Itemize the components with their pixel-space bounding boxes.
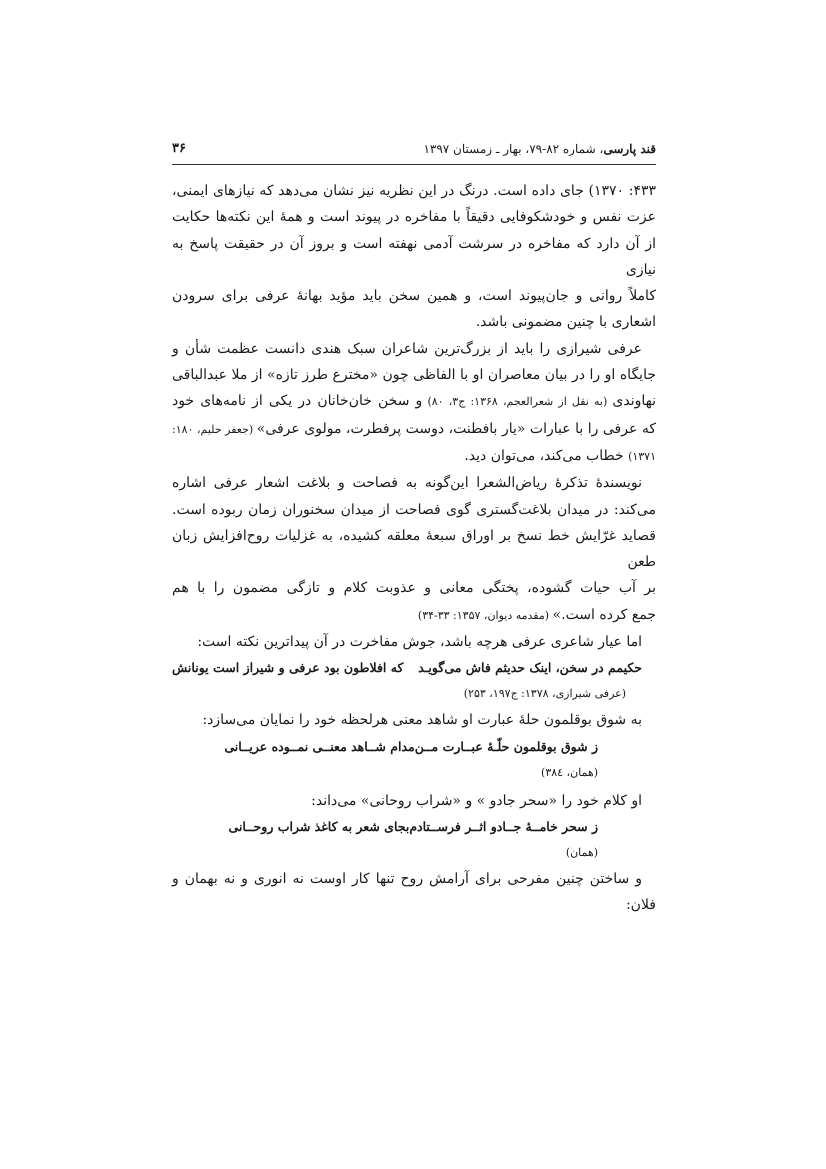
text: نهاوندی [612,393,656,410]
text: و سخن خان‌خانان در یکی از نامه‌های خود [172,393,423,410]
verse-citation-2: (همان، ۳۸٤) [541,765,598,779]
inline-citation: (به نقل از شعرالعجم، ۱۳۶۸: ج۳، ۸۰) [422,395,613,409]
text: خطاب می‌کند، می‌توان دید. [464,447,629,464]
verse-citation-3: (همان) [565,845,598,859]
paragraph-3-line-3: قصاید غرّایش خط نسخ بر اوراق سبعهٔ معلقه کشیده، به غزلیات روح‌افزایش زبان طعن [172,527,656,571]
inline-citation: ۱۳۷۱) [628,449,656,463]
paragraph-3-line-5 [172,602,656,629]
inline-citation: (جعفر حلیم، ۱۸۰: [172,422,257,436]
verse-couplet-2 [172,734,656,760]
text: که عرفی را با عبارات «یار بافطنت، دوست پرفطرت، مولوی عرفی» [256,420,656,437]
verse-intro-1: اما عیار شاعری عرفی هرچه باشد، جوش مفاخرت در آن پیداترین نکته است: [197,634,642,651]
closing-line-2: فلان: [625,897,656,914]
page-body [172,178,656,919]
text: جمع کرده است.» [552,606,656,623]
paragraph-2-line-2: جایگاه او را در بیان معاصران او با الفاظی چون «مخترع طرز تازه» از ملا عبدالباقی [172,367,656,384]
paragraph-3-line-4: بر آب حیات گشوده، پختگی معانی و عذوبت کلام و تازگی مضمون را با هم [172,580,656,597]
paragraph-2-line-1: عرفی شیرازی را باید از بزرگ‌ترین شاعران سبک هندی دانست عظمت شأن و [172,340,642,357]
verse-couplet-1 [172,655,656,681]
inline-citation: (مقدمه دیوان، ۱۳۵۷: ۳۳-۳۴) [417,608,553,622]
paragraph-1-line-2: عزت نفس و خودشکوفایی دقیقاً با مفاخره در پیوند است و همهٔ این نکته‌ها حکایت [172,209,656,226]
page-number: ۳۶ [172,141,186,156]
verse-hemistich-right: ز شوق بوقلمون حلّـهٔ عبــارت مــن [414,738,598,754]
verse-hemistich-left: که افلاطون بود عرفی و شیراز است یونانش [172,660,404,676]
journal-issue-details: ، شماره ۸۲-۷۹، بهار ـ زمستان ۱۳۹۷ [423,142,604,156]
paragraph-2-line-5 [172,443,656,470]
paragraph-3-line-2: می‌کند: در میدان بلاغت‌گستری گوی فصاحت از میدان سخنوران زمان ربوده است. [172,501,656,518]
paragraph-1-line-1: ۴۳۳: ۱۳۷۰) جای داده است. درنگ در این نظریه نیز نشان می‌دهد که نیازهای ایمنی، [172,183,657,199]
verse-hemistich-left: بجای شعر به کاغذ شراب روحــانی [228,818,410,834]
paragraph-1-line-4: کاملاً روانی و جان‌پیوند است، و همین سخن باید مؤید بهانهٔ عرفی برای سرودن [172,288,656,305]
verse-couplet-3 [172,814,656,840]
journal-citation [423,142,656,156]
running-header [172,138,656,165]
paragraph-2-line-4 [172,416,656,443]
verse-intro-2: به شوق بوقلمون حلهٔ عبارت او شاهد معنی هرلحظه خود را نمایان می‌سازد: [202,712,642,729]
paragraph-2-line-3 [172,388,656,415]
paragraph-1-line-3: از آن دارد که مفاخره در سرشت آدمی نهفته است و بروز آن در حقیقت پاسخ به نیازی [172,235,656,278]
paragraph-1-line-5: اشعاری با چنین مضمونی باشد. [475,314,656,331]
verse-hemistich-left: مدام شــاهد معنــی نمــوده عریــانی [224,738,415,754]
paragraph-3-line-1: نویسندهٔ تذکرهٔ ریاض‌الشعرا این‌گونه به فصاحت و بلاغت اشعار عرفی اشاره [172,475,642,492]
verse-intro-3: او کلام خود را «سحر جادو » و «شراب روحانی» می‌داند: [311,792,642,809]
verse-hemistich-right: حکیمم در سخن، اینک حدیثم فاش می‌گویـد [418,660,642,676]
journal-title: قند پارسی [603,142,656,156]
verse-citation-1: (عرفی شیرازی، ۱۳۷۸: ج۱۹۷، ۲۵۳) [463,687,626,701]
verse-hemistich-right: ز سحر خامــهٔ جــادو اثــر فرســتادم [409,818,598,834]
closing-line-1: و ساختن چنین مفرحی برای آرامش روح تنها کار اوست نه انوری و نه بهمان و [172,870,642,887]
